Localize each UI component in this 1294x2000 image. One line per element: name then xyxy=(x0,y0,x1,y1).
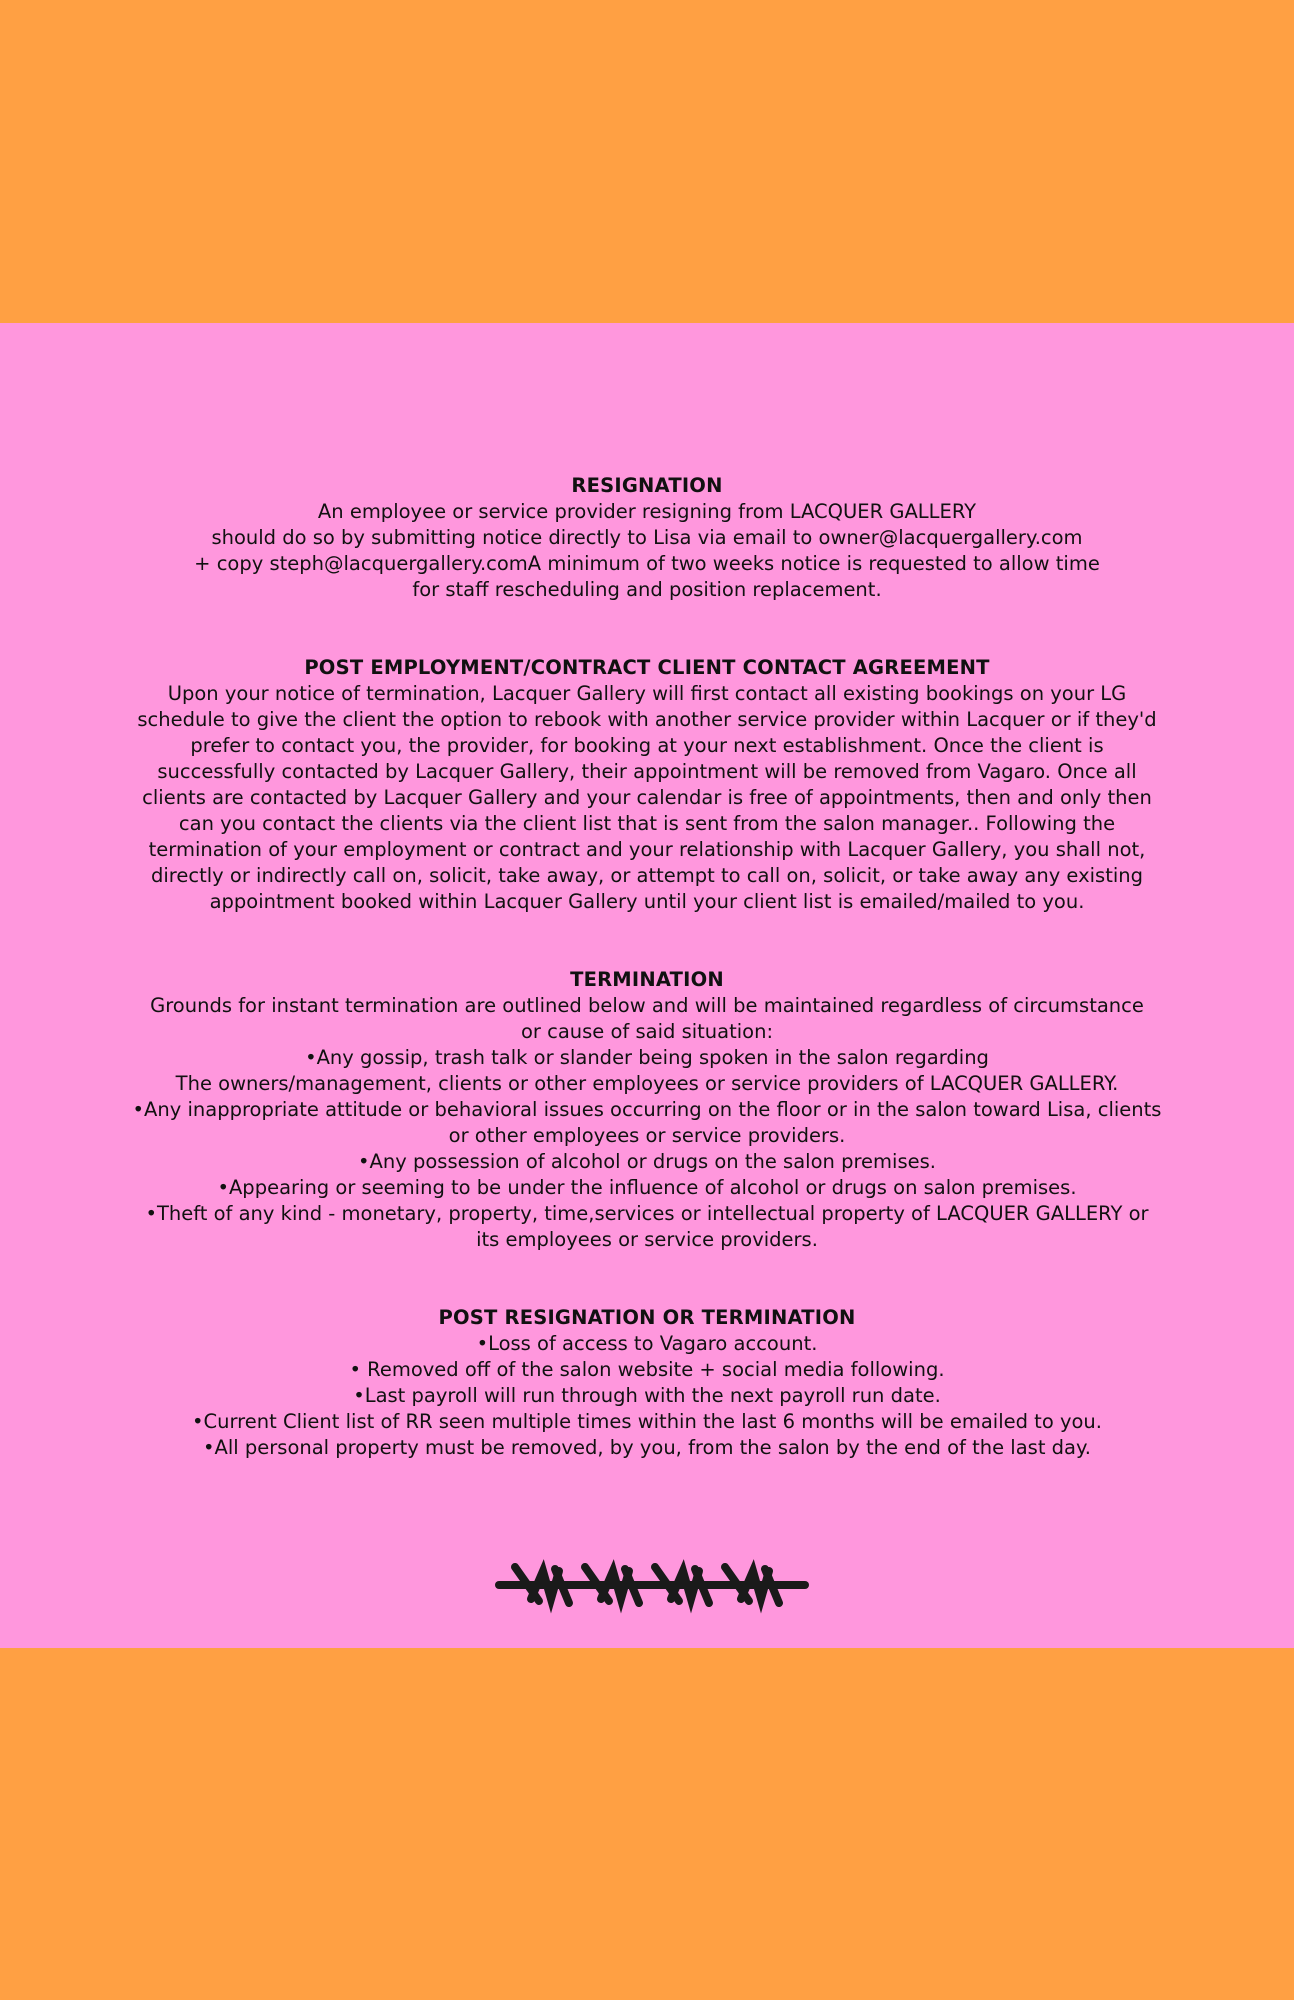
section-body xyxy=(0,993,1294,1253)
section-post-resignation xyxy=(0,1305,1294,1461)
body-line: or cause of said situation: xyxy=(520,1020,774,1043)
body-line: •Last payroll will run through with the next payroll run date. xyxy=(353,1384,941,1407)
body-line: or other employees or service providers. xyxy=(448,1124,846,1147)
body-line: its employees or service providers. xyxy=(476,1228,818,1251)
section-resignation xyxy=(0,473,1294,603)
body-line: Upon your notice of termination, Lacquer Gallery will first contact all existing bookings on your LG xyxy=(167,682,1127,705)
body-line: appointment booked within Lacquer Gallery until your client list is emailed/mailed to you. xyxy=(209,890,1085,913)
body-line: •Current Client list of RR seen multiple times within the last 6 months will be emailed to you. xyxy=(192,1410,1102,1433)
section-heading: TERMINATION xyxy=(570,968,724,991)
bottom-orange-band xyxy=(0,1648,1294,2000)
policy-content xyxy=(0,473,1294,1513)
section-heading: POST RESIGNATION OR TERMINATION xyxy=(438,1306,856,1329)
section-body xyxy=(0,1331,1294,1461)
body-line: schedule to give the client the option to rebook with another service provider within Lacquer or if they'd xyxy=(137,708,1157,731)
body-line: • Removed off of the salon website + social media following. xyxy=(349,1358,945,1381)
body-line: •Loss of access to Vagaro account. xyxy=(476,1332,818,1355)
barbed-wire-logo-icon xyxy=(495,1541,809,1621)
body-line: •Theft of any kind - monetary, property, time,services or intellectual property of LACQUER GALLERY or xyxy=(145,1202,1149,1225)
body-line: The owners/management, clients or other employees or service providers of LACQUER GALLERY. xyxy=(175,1072,1119,1095)
body-line: successfully contacted by Lacquer Gallery, their appointment will be removed from Vagaro. Once all xyxy=(157,760,1137,783)
body-line: should do so by submitting notice directly to Lisa via email to owner@lacquergallery.com xyxy=(211,526,1083,549)
body-line: can you contact the clients via the client list that is sent from the salon manager.. Following the xyxy=(178,812,1116,835)
body-line: + copy steph@lacquergallery.comA minimum of two weeks notice is requested to allow time xyxy=(194,552,1100,575)
body-line: •Any gossip, trash talk or slander being spoken in the salon regarding xyxy=(305,1046,989,1069)
policy-panel xyxy=(0,323,1294,1648)
body-line: •Any inappropriate attitude or behavioral issues occurring on the floor or in the salon toward Lisa, clients xyxy=(132,1098,1162,1121)
section-termination xyxy=(0,967,1294,1253)
section-body xyxy=(0,499,1294,603)
section-heading: POST EMPLOYMENT/CONTRACT CLIENT CONTACT AGREEMENT xyxy=(304,656,990,679)
body-line: •Appearing or seeming to be under the influence of alcohol or drugs on salon premises. xyxy=(217,1176,1077,1199)
body-line: prefer to contact you, the provider, for booking at your next establishment. Once the client is xyxy=(190,734,1104,757)
top-orange-band xyxy=(0,0,1294,323)
body-line: Grounds for instant termination are outlined below and will be maintained regardless of circumstance xyxy=(150,994,1144,1017)
body-line: for staff rescheduling and position replacement. xyxy=(412,578,882,601)
body-line: •Any possession of alcohol or drugs on the salon premises. xyxy=(358,1150,936,1173)
section-client-contact-agreement xyxy=(0,655,1294,915)
body-line: An employee or service provider resigning from LACQUER GALLERY xyxy=(317,500,977,523)
body-line: clients are contacted by Lacquer Gallery and your calendar is free of appointments, then and only then xyxy=(142,786,1152,809)
section-body xyxy=(0,681,1294,915)
body-line: termination of your employment or contract and your relationship with Lacquer Gallery, you shall not, xyxy=(148,838,1146,861)
section-heading: RESIGNATION xyxy=(571,474,723,497)
body-line: •All personal property must be removed, by you, from the salon by the end of the last day. xyxy=(203,1436,1091,1459)
body-line: directly or indirectly call on, solicit, take away, or attempt to call on, solicit, or take away any existing xyxy=(150,864,1143,887)
